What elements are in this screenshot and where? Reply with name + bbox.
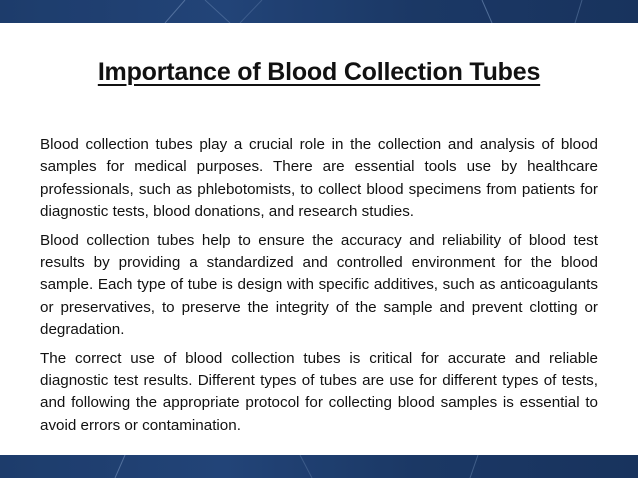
top-decorative-band — [0, 0, 638, 23]
slide-title: Importance of Blood Collection Tubes — [97, 58, 541, 86]
slide-body — [40, 134, 598, 443]
bottom-decorative-band — [0, 455, 638, 478]
top-band-lines — [0, 0, 638, 23]
paragraph-1: Blood collection tubes play a crucial role in the collection and analysis of blood samples for medical purposes. There are essential tools use by healthcare professionals, such as phlebotomists, to collect blood specimens from patients for diagnostic tests, blood donations, and research studies. — [40, 136, 598, 221]
paragraph-3: The correct use of blood collection tubes is critical for accurate and reliable diagnostic test results. Different types of tubes are use for different types of tests, and following the appropriate protocol for collecting blood samples is essential to avoid errors or contamination. — [40, 349, 598, 434]
paragraph-2: Blood collection tubes help to ensure the accuracy and reliability of blood test results by providing a standardized and controlled environment for the blood sample. Each type of tube is design with specific additives, such as anticoagulants or preservatives, to preserve the integrity of the sample and prevent clotting or degradation. — [40, 231, 598, 339]
bottom-band-lines — [0, 455, 638, 478]
